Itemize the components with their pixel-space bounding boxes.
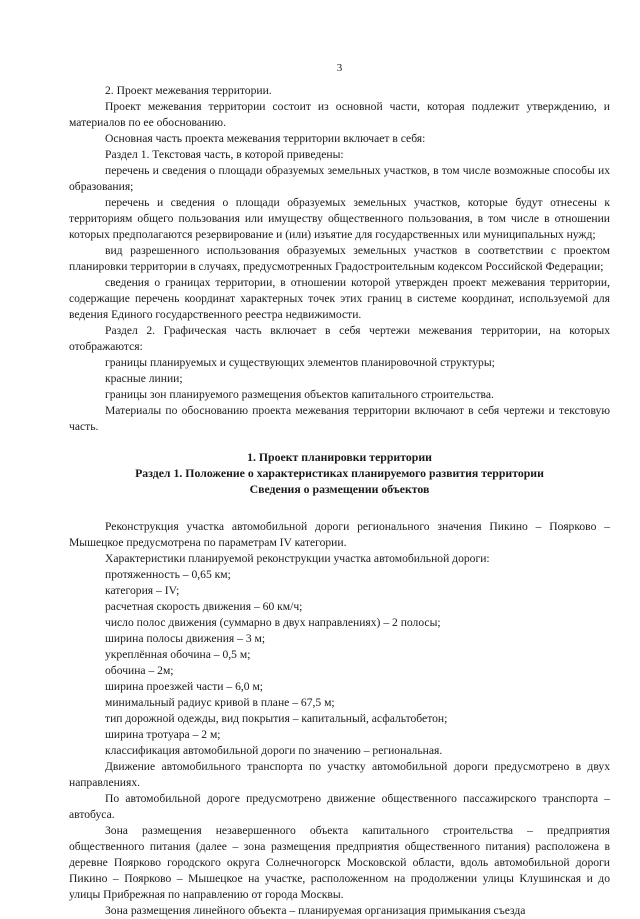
list-item: минимальный радиус кривой в плане – 67,5 м; xyxy=(105,696,335,709)
page-number: 3 xyxy=(336,62,343,74)
paragraph: границы планируемых и существующих элементов планировочной структуры; xyxy=(105,356,495,369)
page-content xyxy=(69,83,610,919)
list-item: категория – IV; xyxy=(105,584,180,597)
section-subheading: Сведения о размещении объектов xyxy=(249,482,430,496)
list-item: классификация автомобильной дороги по значению – региональная. xyxy=(105,744,443,757)
paragraph: Материалы по обоснованию проекта межевания территории включают в себя чертежи и текстовую часть. xyxy=(69,404,610,433)
paragraph: границы зон планируемого размещения объектов капитального строительства. xyxy=(105,388,494,401)
paragraph: перечень и сведения о площади образуемых земельных участков, которые будут отнесены к территориям общего пользования или имуществу общественного пользования, в том числе в отношении которых предполагаются резервирование и (или) изъятие для государственных или муниципальных нужд; xyxy=(69,196,610,241)
list-item: ширина тротуара – 2 м; xyxy=(105,728,221,741)
paragraph: Характеристики планируемой реконструкции участка автомобильной дороги: xyxy=(105,552,490,565)
paragraph: перечень и сведения о площади образуемых земельных участков, в том числе возможные способы их образования; xyxy=(69,164,610,193)
list-item: ширина полосы движения – 3 м; xyxy=(105,632,266,645)
paragraph: вид разрешенного использования образуемых земельных участков в соответствии с проектом планировки территории в случаях, предусмотренных Градостроительным кодексом Российской Федерации; xyxy=(69,244,610,273)
paragraph: Зона размещения линейного объекта – планируемая организация примыкания съезда xyxy=(105,904,526,917)
paragraph: Проект межевания территории состоит из основной части, которая подлежит утверждению, и материалов по ее обоснованию. xyxy=(69,100,610,129)
list-item: расчетная скорость движения – 60 км/ч; xyxy=(105,600,303,613)
list-item: обочина – 2м; xyxy=(105,664,174,677)
section-subheading: Раздел 1. Положение о характеристиках планируемого развития территории xyxy=(135,466,544,480)
paragraph: сведения о границах территории, в отношении которой утвержден проект межевания территории, содержащие перечень координат характерных точек этих границ в системе координат, используемой для ведения Единого государственного реестра недвижимости. xyxy=(69,276,610,321)
paragraph: Раздел 1. Текстовая часть, в которой приведены: xyxy=(105,148,344,161)
list-item: протяженность – 0,65 км; xyxy=(105,568,231,581)
paragraph: Движение автомобильного транспорта по участку автомобильной дороги предусмотрено в двух направлениях. xyxy=(69,760,610,789)
list-item: укреплённая обочина – 0,5 м; xyxy=(105,648,251,661)
list-item: ширина проезжей части – 6,0 м; xyxy=(105,680,264,693)
paragraph: По автомобильной дороге предусмотрено движение общественного пассажирского транспорта – автобуса. xyxy=(69,792,610,821)
list-item: число полос движения (суммарно в двух направлениях) – 2 полосы; xyxy=(105,616,441,629)
paragraph: красные линии; xyxy=(105,372,183,385)
paragraph: Раздел 2. Графическая часть включает в себя чертежи межевания территории, на которых отображаются: xyxy=(69,324,610,353)
paragraph: Реконструкция участка автомобильной дороги регионального значения Пикино – Поярково – Мышецкое предусмотрена по параметрам IV категории. xyxy=(69,520,610,549)
paragraph: Основная часть проекта межевания территории включает в себя: xyxy=(105,132,426,145)
paragraph: Зона размещения незавершенного объекта капитального строительства – предприятия общественного питания (далее – зона размещения предприятия общественного питания) расположена в деревне Поярково городского округа Солнечногорск Московской области, вдоль автомобильной дороги Пикино – Поярково – Мышецкое на участке, расположенном на продолжении улицы Клушинская и до улицы Прибрежная по направлению от города Москвы. xyxy=(69,824,610,901)
list-item: тип дорожной одежды, вид покрытия – капитальный, асфальтобетон; xyxy=(105,712,448,725)
paragraph: 2. Проект межевания территории. xyxy=(105,84,272,97)
section-heading: 1. Проект планировки территории xyxy=(247,450,432,464)
